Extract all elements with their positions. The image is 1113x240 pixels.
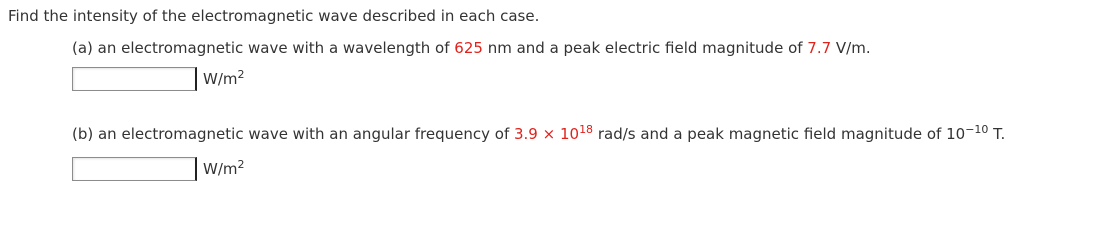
part-b-text-2: rad/s and a peak magnetic field magnitude of xyxy=(593,125,947,143)
part-a-wavelength-value: 625 xyxy=(454,39,483,57)
part-a-field-value: 7.7 xyxy=(807,39,832,57)
part-a-text-2: nm and a peak electric field magnitude of xyxy=(482,39,808,57)
part-b-answer-input[interactable] xyxy=(72,157,197,181)
part-b-frequency-exponent: 18 xyxy=(579,123,594,136)
part-a-unit-exponent: 2 xyxy=(237,68,245,81)
part-b-field-exponent: −10 xyxy=(965,123,989,136)
part-a-unit-label xyxy=(203,70,245,88)
part-b-answer-row xyxy=(72,157,245,181)
part-a-unit-base: W/m xyxy=(203,70,238,88)
part-a-question xyxy=(72,39,871,57)
part-b-field-value xyxy=(946,125,988,143)
problem-instructions: Find the intensity of the electromagnetic wave described in each case. xyxy=(8,7,540,25)
part-a-text-3: V/m. xyxy=(831,39,871,57)
part-b-unit-exponent: 2 xyxy=(237,158,245,171)
part-b-unit-label xyxy=(203,160,245,178)
part-b-text-1: (b) an electromagnetic wave with an angular frequency of xyxy=(72,125,514,143)
part-b-field-base: 10 xyxy=(946,125,966,143)
part-b-unit-base: W/m xyxy=(203,160,238,178)
part-a-answer-row xyxy=(72,67,245,91)
part-a-text-1: (a) an electromagnetic wave with a wavelength of xyxy=(72,39,455,57)
part-b-frequency-mantissa: 3.9 xyxy=(514,125,538,143)
part-b-frequency-base: 10 xyxy=(559,125,580,143)
part-b-frequency-value xyxy=(514,125,593,143)
part-b-text-3: T. xyxy=(988,125,1006,143)
part-b-frequency-times: × xyxy=(537,125,560,143)
part-b-question xyxy=(72,125,1005,143)
part-a-answer-input[interactable] xyxy=(72,67,197,91)
